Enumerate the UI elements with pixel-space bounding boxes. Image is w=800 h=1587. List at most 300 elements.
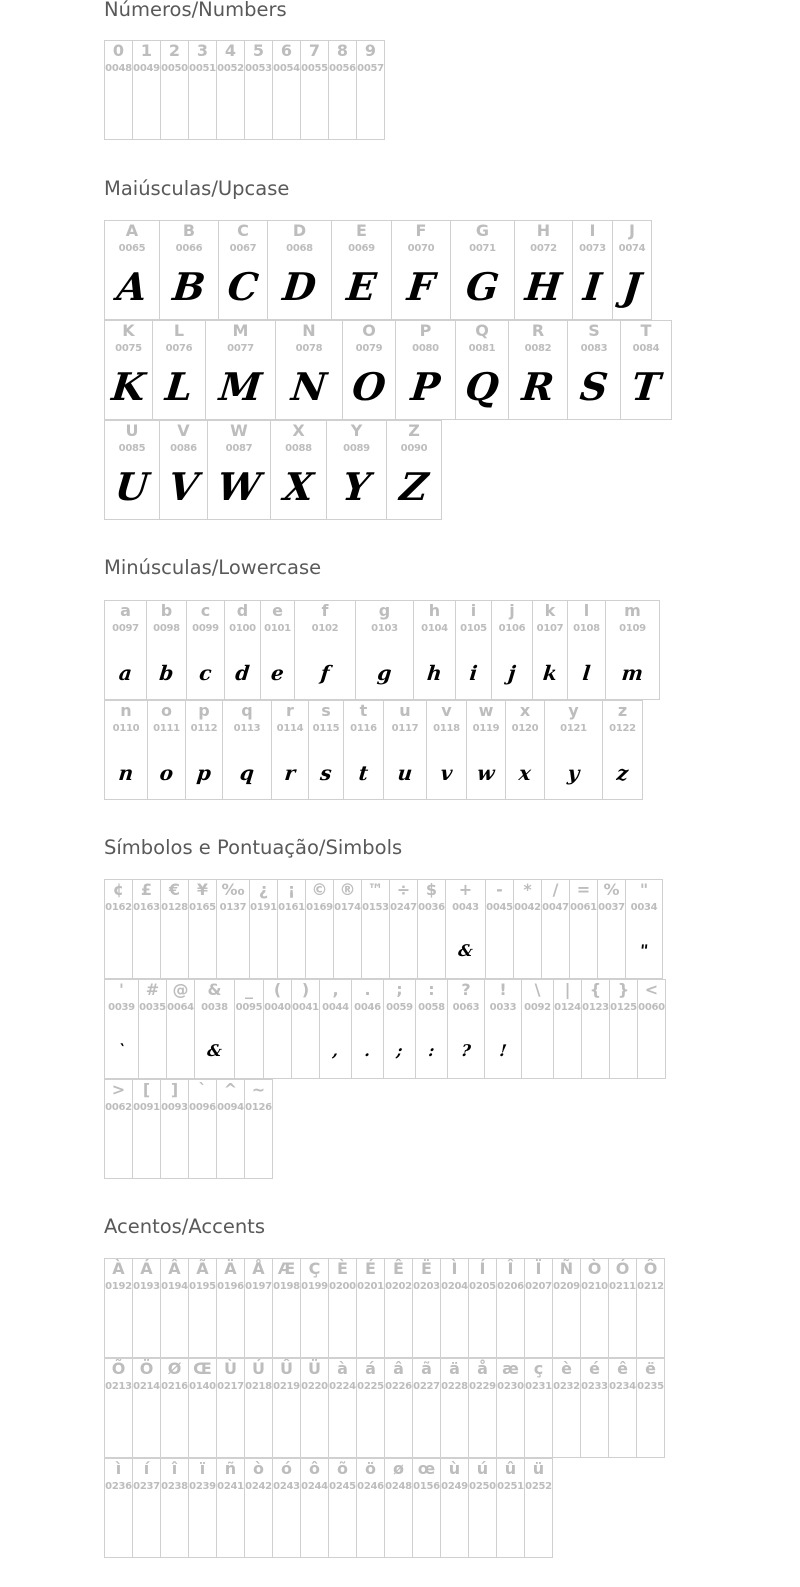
glyph-cell-0156	[412, 1458, 441, 1558]
glyph-code-label: 0040	[264, 1002, 291, 1013]
glyph-code-label: 0224	[329, 1381, 356, 1392]
glyph-character-label: v	[441, 701, 452, 720]
glyph-cell-0083	[567, 320, 621, 420]
glyph-grid-symbols	[104, 879, 665, 1179]
glyph-code-label: 0041	[292, 1002, 319, 1013]
glyph-cell-0243	[272, 1458, 301, 1558]
glyph-character-label: ®	[339, 880, 356, 899]
glyph-character-label: 0	[112, 41, 125, 60]
glyph-character-label: t	[359, 701, 368, 720]
section-title-upcase: Maiúsculas/Upcase	[104, 177, 290, 200]
glyph-cell-0086	[159, 420, 208, 520]
glyph-character-label: û	[504, 1459, 517, 1478]
glyph-cell-0036	[417, 879, 446, 979]
glyph-code-label: 0174	[334, 902, 361, 913]
glyph-sample: e	[269, 661, 286, 685]
glyph-cell-0067	[218, 220, 268, 320]
glyph-cell-0062	[104, 1079, 133, 1179]
glyph-code-label: 0206	[497, 1281, 524, 1292]
glyph-cell-0199	[300, 1258, 329, 1358]
glyph-sample: h	[425, 661, 444, 685]
glyph-row	[104, 320, 671, 420]
glyph-code-label: 0165	[189, 902, 216, 913]
glyph-code-label: 0203	[413, 1281, 440, 1292]
glyph-cell-0047	[541, 879, 570, 979]
glyph-character-label: 9	[364, 41, 377, 60]
glyph-sample: &	[457, 941, 474, 960]
glyph-character-label: 6	[280, 41, 293, 60]
glyph-character-label: ,	[332, 980, 339, 999]
glyph-sample: N	[289, 364, 329, 409]
glyph-code-label: 0057	[357, 63, 384, 74]
glyph-character-label: +	[458, 880, 473, 899]
glyph-cell-0225	[356, 1358, 385, 1458]
glyph-character-label: Î	[507, 1259, 514, 1278]
glyph-code-label: 0231	[525, 1381, 552, 1392]
glyph-character-label: ©	[311, 880, 328, 899]
glyph-code-label: 0121	[560, 723, 587, 734]
glyph-cell-0252	[524, 1458, 553, 1558]
glyph-cell-0194	[160, 1258, 189, 1358]
glyph-cell-0054	[272, 40, 301, 140]
glyph-character-label: h	[428, 601, 441, 620]
glyph-sample: .	[363, 1041, 372, 1060]
glyph-sample: C	[225, 264, 261, 309]
glyph-character-label: /	[552, 880, 559, 899]
glyph-character-label: 4	[224, 41, 237, 60]
glyph-code-label: 0065	[118, 243, 146, 254]
glyph-code-label: 0043	[452, 902, 479, 913]
glyph-sample: v	[439, 761, 454, 785]
glyph-cell-0161	[277, 879, 306, 979]
glyph-code-label: 0207	[525, 1281, 552, 1292]
glyph-character-label: b	[160, 601, 173, 620]
glyph-character-label: Á	[140, 1259, 153, 1278]
glyph-character-label: Ç	[308, 1259, 321, 1278]
glyph-character-label: Ì	[451, 1259, 458, 1278]
glyph-cell-0099	[186, 600, 225, 700]
glyph-cell-0197	[244, 1258, 273, 1358]
glyph-code-label: 0058	[418, 1002, 445, 1013]
glyph-cell-0191	[249, 879, 278, 979]
glyph-code-label: 0204	[441, 1281, 468, 1292]
glyph-character-label: ï	[199, 1459, 206, 1478]
glyph-character-label: T	[640, 321, 652, 340]
glyph-cell-0192	[104, 1258, 133, 1358]
glyph-code-label: 0226	[385, 1381, 412, 1392]
glyph-cell-0039	[104, 979, 139, 1079]
glyph-cell-0119	[466, 700, 506, 800]
glyph-cell-0233	[580, 1358, 609, 1458]
glyph-grid-accents	[104, 1258, 664, 1558]
glyph-sample: !	[498, 1041, 508, 1060]
glyph-code-label: 0061	[570, 902, 597, 913]
glyph-cell-0205	[468, 1258, 497, 1358]
glyph-cell-0121	[544, 700, 603, 800]
glyph-cell-0226	[384, 1358, 413, 1458]
glyph-code-label: 0241	[217, 1481, 244, 1492]
glyph-sample: H	[523, 264, 564, 309]
glyph-character-label: Ô	[643, 1259, 658, 1278]
glyph-cell-0100	[224, 600, 261, 700]
glyph-code-label: 0066	[175, 243, 203, 254]
glyph-character-label: è	[561, 1359, 572, 1378]
glyph-sample: W	[215, 464, 263, 509]
glyph-character-label: Ê	[393, 1259, 404, 1278]
glyph-sample: O	[350, 364, 388, 409]
glyph-character-label: ú	[476, 1459, 489, 1478]
glyph-character-label: ‰	[221, 880, 245, 899]
glyph-code-label: 0225	[357, 1381, 384, 1392]
glyph-code-label: 0048	[105, 63, 132, 74]
glyph-code-label: 0123	[582, 1002, 609, 1013]
glyph-cell-0048	[104, 40, 133, 140]
glyph-character-label: x	[519, 701, 531, 720]
glyph-cell-0049	[132, 40, 161, 140]
glyph-sample: I	[581, 264, 604, 309]
glyph-character-label: 5	[252, 41, 265, 60]
glyph-character-label: ¥	[196, 880, 209, 899]
glyph-character-label: ê	[617, 1359, 628, 1378]
glyph-sample: T	[629, 364, 663, 409]
glyph-cell-0228	[440, 1358, 469, 1458]
glyph-code-label: 0085	[118, 443, 146, 454]
glyph-cell-0034	[625, 879, 663, 979]
glyph-character-label: ;	[396, 980, 403, 999]
glyph-character-label: F	[415, 221, 427, 240]
glyph-character-label: å	[477, 1359, 488, 1378]
glyph-character-label: Ù	[224, 1359, 237, 1378]
glyph-code-label: 0079	[355, 343, 383, 354]
glyph-character-label: ë	[645, 1359, 656, 1378]
glyph-cell-0232	[552, 1358, 581, 1458]
glyph-cell-0238	[160, 1458, 189, 1558]
glyph-character-label: Â	[168, 1259, 181, 1278]
glyph-cell-0241	[216, 1458, 245, 1558]
glyph-code-label: 0095	[235, 1002, 263, 1013]
glyph-code-label: 0233	[581, 1381, 608, 1392]
glyph-code-label: 0230	[497, 1381, 524, 1392]
glyph-character-label: œ	[417, 1459, 436, 1478]
glyph-code-label: 0192	[105, 1281, 132, 1292]
glyph-code-label: 0069	[348, 243, 375, 254]
glyph-character-label: *	[523, 880, 532, 899]
glyph-cell-0210	[580, 1258, 609, 1358]
glyph-character-label: Ã	[196, 1259, 209, 1278]
glyph-cell-0239	[188, 1458, 217, 1558]
glyph-sample: l	[581, 661, 592, 685]
glyph-character-label: L	[173, 321, 185, 340]
glyph-code-label: 0198	[273, 1281, 300, 1292]
glyph-sample: "	[638, 941, 650, 960]
glyph-cell-0212	[636, 1258, 665, 1358]
glyph-cell-0055	[300, 40, 329, 140]
glyph-cell-0193	[132, 1258, 161, 1358]
glyph-sample: F	[405, 264, 437, 309]
glyph-sample: D	[280, 264, 319, 309]
glyph-row	[104, 979, 665, 1079]
glyph-sample: `	[116, 1041, 127, 1060]
glyph-code-label: 0120	[511, 723, 539, 734]
glyph-sample: R	[519, 364, 557, 409]
glyph-character-label: Õ	[111, 1359, 126, 1378]
glyph-code-label: 0248	[385, 1481, 412, 1492]
glyph-character-label: :	[428, 980, 435, 999]
glyph-cell-0071	[450, 220, 515, 320]
glyph-code-label: 0220	[301, 1381, 328, 1392]
glyph-character-label: D	[292, 221, 307, 240]
glyph-code-label: 0200	[329, 1281, 356, 1292]
glyph-cell-0204	[440, 1258, 469, 1358]
glyph-character-label: s	[321, 701, 331, 720]
glyph-code-label: 0249	[441, 1481, 468, 1492]
glyph-cell-0125	[609, 979, 638, 1079]
glyph-cell-0098	[146, 600, 187, 700]
glyph-character-label: æ	[502, 1359, 519, 1378]
glyph-code-label: 0045	[486, 902, 513, 913]
glyph-character-label: }	[617, 980, 630, 999]
glyph-character-label: k	[544, 601, 556, 620]
glyph-code-label: 0217	[217, 1381, 244, 1392]
glyph-character-label: .	[364, 980, 371, 999]
glyph-cell-0068	[267, 220, 332, 320]
glyph-code-label: 0046	[354, 1002, 381, 1013]
glyph-character-label: ÷	[396, 880, 411, 899]
glyph-cell-0059	[383, 979, 416, 1079]
glyph-character-label: ó	[281, 1459, 292, 1478]
glyph-cell-0195	[188, 1258, 217, 1358]
glyph-character-label: 8	[336, 41, 349, 60]
glyph-sample: z	[615, 761, 630, 785]
glyph-character-label: E	[356, 221, 367, 240]
glyph-character-label: 1	[140, 41, 153, 60]
glyph-cell-0064	[166, 979, 195, 1079]
glyph-code-label: 0049	[133, 63, 160, 74]
glyph-code-label: 0110	[112, 723, 140, 734]
glyph-cell-0066	[159, 220, 219, 320]
glyph-character-label: Ú	[252, 1359, 265, 1378]
glyph-character-label: É	[365, 1259, 376, 1278]
glyph-cell-0219	[272, 1358, 301, 1458]
glyph-code-label: 0054	[273, 63, 300, 74]
glyph-sample: V	[166, 464, 201, 509]
glyph-character-label: ^	[223, 1080, 238, 1099]
glyph-cell-0231	[524, 1358, 553, 1458]
glyph-code-label: 0140	[189, 1381, 216, 1392]
glyph-cell-0057	[356, 40, 385, 140]
glyph-cell-0201	[356, 1258, 385, 1358]
glyph-character-label: â	[393, 1359, 404, 1378]
glyph-cell-0251	[496, 1458, 525, 1558]
glyph-character-label: p	[198, 701, 210, 720]
glyph-character-label: a	[120, 601, 131, 620]
glyph-cell-0230	[496, 1358, 525, 1458]
glyph-code-label: 0228	[441, 1381, 468, 1392]
glyph-code-label: 0070	[407, 243, 435, 254]
glyph-cell-0060	[637, 979, 666, 1079]
glyph-code-label: 0212	[637, 1281, 664, 1292]
glyph-character-label: ù	[448, 1459, 461, 1478]
glyph-character-label: `	[198, 1080, 207, 1099]
glyph-code-label: 0197	[245, 1281, 272, 1292]
glyph-row	[104, 40, 384, 140]
glyph-character-label: È	[337, 1259, 348, 1278]
glyph-character-label: m	[624, 601, 641, 620]
glyph-code-label: 0117	[391, 723, 419, 734]
glyph-cell-0045	[485, 879, 514, 979]
glyph-cell-0095	[234, 979, 264, 1079]
glyph-sample: c	[198, 661, 213, 685]
glyph-cell-0103	[355, 600, 414, 700]
glyph-sample: A	[114, 264, 150, 309]
glyph-character-label: W	[230, 421, 248, 440]
glyph-sample: K	[109, 364, 148, 409]
glyph-code-label: 0084	[632, 343, 660, 354]
glyph-character-label: !	[499, 980, 507, 999]
glyph-cell-0207	[524, 1258, 553, 1358]
glyph-cell-0229	[468, 1358, 497, 1458]
glyph-character-label: Í	[479, 1259, 486, 1278]
glyph-character-label: %	[603, 880, 620, 899]
glyph-cell-0217	[216, 1358, 245, 1458]
glyph-code-label: 0063	[452, 1002, 480, 1013]
glyph-character-label: ñ	[224, 1459, 237, 1478]
glyph-code-label: 0118	[433, 723, 460, 734]
glyph-character-label: '	[119, 980, 124, 999]
glyph-character-label: Y	[350, 421, 363, 440]
glyph-row	[104, 1458, 664, 1558]
glyph-sample: o	[158, 761, 175, 785]
glyph-code-label: 0039	[108, 1002, 135, 1013]
section-title-lowercase: Minúsculas/Lowercase	[104, 556, 322, 579]
glyph-code-label: 0119	[472, 723, 500, 734]
glyph-code-label: 0102	[311, 623, 339, 634]
glyph-cell-0077	[205, 320, 276, 420]
glyph-character-label: H	[536, 221, 551, 240]
glyph-cell-0069	[331, 220, 392, 320]
glyph-code-label: 0163	[133, 902, 160, 913]
glyph-code-label: 0122	[609, 723, 636, 734]
glyph-code-label: 0232	[553, 1381, 580, 1392]
glyph-code-label: 0090	[400, 443, 428, 454]
glyph-character-label: î	[171, 1459, 178, 1478]
glyph-sample: S	[577, 364, 611, 409]
glyph-code-label: 0072	[530, 243, 557, 254]
glyph-code-label: 0078	[295, 343, 323, 354]
glyph-code-label: 0107	[536, 623, 564, 634]
glyph-character-label: q	[241, 701, 253, 720]
glyph-character-label: Ï	[535, 1259, 542, 1278]
glyph-cell-0237	[132, 1458, 161, 1558]
glyph-cell-0105	[455, 600, 492, 700]
glyph-cell-0114	[271, 700, 309, 800]
glyph-sample: J	[620, 264, 644, 309]
glyph-cell-0058	[415, 979, 448, 1079]
glyph-code-label: 0201	[357, 1281, 384, 1292]
glyph-character-label: A	[125, 221, 139, 240]
glyph-character-label: À	[112, 1259, 125, 1278]
glyph-cell-0108	[567, 600, 606, 700]
glyph-character-label: l	[583, 601, 590, 620]
glyph-cell-0107	[532, 600, 568, 700]
glyph-cell-0074	[612, 220, 652, 320]
glyph-cell-0061	[569, 879, 598, 979]
section-title-symbols: Símbolos e Pontuação/Simbols	[104, 836, 403, 859]
glyph-sample: Y	[340, 464, 373, 509]
glyph-code-label: 0092	[524, 1002, 551, 1013]
glyph-code-label: 0100	[229, 623, 256, 634]
glyph-character-label: Q	[475, 321, 489, 340]
glyph-code-label: 0169	[306, 902, 333, 913]
glyph-character-label: f	[321, 601, 329, 620]
glyph-sample: j	[507, 661, 517, 685]
glyph-character-label: #	[145, 980, 160, 999]
glyph-cell-0216	[160, 1358, 189, 1458]
glyph-code-label: 0239	[189, 1481, 216, 1492]
glyph-code-label: 0098	[153, 623, 180, 634]
glyph-cell-0092	[521, 979, 554, 1079]
glyph-code-label: 0112	[190, 723, 218, 734]
glyph-code-label: 0097	[112, 623, 139, 634]
glyph-cell-0196	[216, 1258, 245, 1358]
glyph-grid-lowercase	[104, 600, 659, 800]
glyph-character-label: =	[576, 880, 591, 899]
glyph-code-label: 0218	[245, 1381, 272, 1392]
glyph-character-label: ø	[393, 1459, 404, 1478]
glyph-cell-0169	[305, 879, 334, 979]
glyph-character-label: ?	[461, 980, 471, 999]
glyph-character-label: w	[478, 701, 494, 720]
glyph-sample: p	[195, 761, 213, 785]
glyph-cell-0162	[104, 879, 133, 979]
glyph-code-label: 0052	[217, 63, 244, 74]
glyph-character-label: P	[419, 321, 432, 340]
glyph-character-label: 7	[308, 41, 321, 60]
glyph-character-label: o	[161, 701, 172, 720]
glyph-code-label: 0137	[219, 902, 247, 913]
glyph-code-label: 0219	[273, 1381, 300, 1392]
glyph-code-label: 0080	[412, 343, 439, 354]
glyph-cell-0200	[328, 1258, 357, 1358]
glyph-cell-0044	[319, 979, 352, 1079]
glyph-code-label: 0214	[133, 1381, 160, 1392]
glyph-character-label: @	[172, 980, 189, 999]
glyph-row	[104, 1358, 664, 1458]
glyph-sample: &	[206, 1041, 223, 1060]
glyph-code-label: 0068	[286, 243, 313, 254]
glyph-code-label: 0044	[322, 1002, 349, 1013]
glyph-cell-0235	[636, 1358, 665, 1458]
glyph-character-label: {	[589, 980, 602, 999]
glyph-cell-0211	[608, 1258, 637, 1358]
glyph-character-label: €	[168, 880, 181, 899]
glyph-cell-0111	[147, 700, 186, 800]
glyph-code-label: 0250	[469, 1481, 496, 1492]
glyph-character-label: ò	[253, 1459, 264, 1478]
glyph-code-label: 0055	[301, 63, 328, 74]
glyph-cell-0090	[386, 420, 442, 520]
glyph-code-label: 0211	[609, 1281, 636, 1292]
glyph-character-label: ™	[367, 880, 384, 899]
glyph-sample: U	[113, 464, 151, 509]
glyph-row	[104, 220, 671, 320]
glyph-cell-0115	[308, 700, 344, 800]
glyph-code-label: 0242	[245, 1481, 272, 1492]
glyph-code-label: 0101	[264, 623, 291, 634]
glyph-sample: Z	[397, 464, 431, 509]
glyph-character-label: ¡	[287, 880, 296, 899]
glyph-character-label: I	[589, 221, 596, 240]
